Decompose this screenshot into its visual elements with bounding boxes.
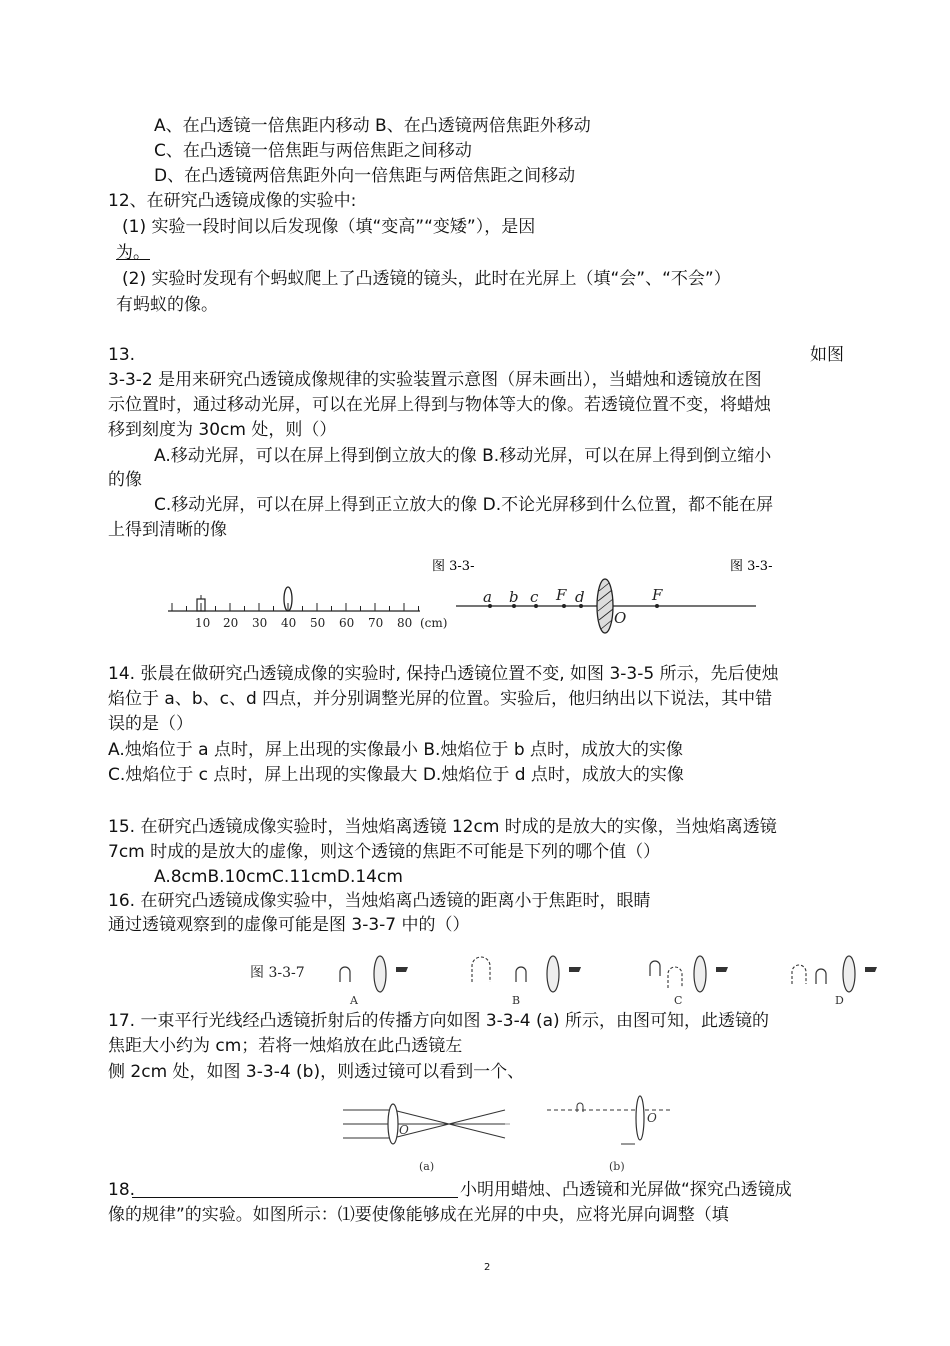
q18-line1: 小明用蜡烛、凸透镜和光屏做“探究凸透镜成 [460,1180,792,1200]
point-label: F [652,586,663,604]
tick-label: 50 [310,616,326,630]
q12-part2-cont: 有蚂蚁的像。 [116,295,218,315]
tick-label: 80 [397,616,413,630]
tick-label: 30 [252,616,268,630]
lens-a-o-label: O [399,1123,409,1137]
lens-a-icon [388,1104,398,1144]
q13-option-c-d: C.移动光屏，可以在屏上得到正立放大的像 D.不论光屏移到什么位置，都不能在屏 [154,495,774,515]
tick-label: 20 [223,616,239,630]
figure-optical-bench [160,553,780,635]
lens-b-icon [636,1096,644,1140]
q11-option-c: C、在凸透镜一倍焦距与两倍焦距之间移动 [154,141,472,161]
figure-lens-rays [335,1092,675,1176]
q13-option-a-b: A.移动光屏，可以在屏上得到倒立放大的像 B.移动光屏，可以在屏上得到倒立缩小 [154,446,772,466]
point-label: O [614,609,627,627]
fig3-label-b: (b) [609,1160,625,1173]
q12-part1: (1) 实验一段时间以后发现像（填“变高”“变矮”），是因 [122,217,536,237]
q17-line2: 焦距大小约为 cm；若将一烛焰放在此凸透镜左 [108,1036,463,1056]
option-d-figure [792,956,877,1007]
option-label: B [512,994,521,1007]
point-label: d [575,588,585,606]
option-label: D [835,994,844,1007]
option-c-figure [650,956,728,1007]
option-a-figure [340,956,408,1007]
option-b-figure [472,956,581,1007]
q11-option-d: D、在凸透镜两倍焦距外向一倍焦距与两倍焦距之间移动 [154,166,576,186]
q18-number: 18. [108,1180,136,1200]
tick-label: 10 [195,616,211,630]
q13-option-c-d-cont: 上得到清晰的像 [108,520,227,540]
q17-line3: 侧 2cm 处，如图 3-3-4 (b)，则透过镜可以看到一个、 [108,1062,525,1082]
q18-blank-line [132,1197,458,1198]
figure-virtual-image-options [240,944,895,1010]
tick-label: (cm) [420,616,448,630]
q15-line2: 7cm 时成的是放大的虚像，则这个透镜的焦距不可能是下列的哪个值（） [108,842,661,862]
tick-label: 60 [339,616,355,630]
q15-line1: 15. 在研究凸透镜成像实验时，当烛焰离透镜 12cm 时成的是放大的实像，当烛焰离透镜 [108,817,777,837]
tick-label: 40 [281,616,297,630]
option-label: C [674,994,683,1007]
point-label: a [483,588,492,606]
point-label: c [530,588,539,606]
tick-label: 70 [368,616,384,630]
q13-line3: 移到刻度为 30cm 处，则（） [108,420,337,440]
point-label: b [509,588,519,606]
q13-head: 如图 [810,345,844,365]
q13-line2: 示位置时，通过移动光屏，可以在光屏上得到与物体等大的像。若透镜位置不变，将蜡烛 [108,395,771,415]
q16-line1: 16. 在研究凸透镜成像实验中，当烛焰离凸透镜的距离小于焦距时，眼睛 [108,891,651,911]
q13-line1: 3-3-2 是用来研究凸透镜成像规律的实验装置示意图（屏未画出），当蜡烛和透镜放在图 [108,370,762,390]
fig1-caption-left: 图 3-3- [432,559,475,574]
q12-part1-cont: 为。 [116,243,150,263]
q14-option-a-b: A.烛焰位于 a 点时，屏上出现的实像最小 B.烛焰位于 b 点时，成放大的实像 [108,740,684,760]
q17-line1: 17. 一束平行光线经凸透镜折射后的传播方向如图 3-3-4 (a) 所示，由图可知，此透镜的 [108,1011,770,1031]
fig2-caption: 图 3-3-7 [250,965,305,981]
q14-line1: 14. 张晨在做研究凸透镜成像的实验时, 保持凸透镜位置不变, 如图 3-3-5 所示，先后使烛 [108,664,779,684]
point-label: F [556,586,567,604]
lens-b-o-label: O [647,1111,657,1125]
q16-line2: 通过透镜观察到的虚像可能是图 3-3-7 中的（） [108,915,470,935]
page-number: 2 [484,1262,491,1273]
fig3-label-a: (a) [419,1160,435,1173]
option-label: A [350,994,358,1007]
q13-option-a-b-cont: 的像 [108,470,142,490]
q13-number: 13. [108,345,136,365]
q12-stem: 12、在研究凸透镜成像的实验中: [108,191,357,211]
q14-option-c-d: C.烛焰位于 c 点时，屏上出现的实像最大 D.烛焰位于 d 点时，成放大的实像 [108,765,684,785]
q11-option-a-b: A、在凸透镜一倍焦距内移动 B、在凸透镜两倍焦距外移动 [154,116,591,136]
q18-line2: 像的规律”的实验。如图所示：⑴要使像能够成在光屏的中央，应将光屏向调整（填 [108,1205,729,1225]
q15-options: A.8cmB.10cmC.11cmD.14cm [154,867,403,887]
fig1-caption-right: 图 3-3- [730,559,773,574]
q14-line2: 焰位于 a、b、c、d 四点，并分别调整光屏的位置。实验后，他归纳出以下说法，其中错 [108,689,773,709]
q12-part2: (2) 实验时发现有个蚂蚁爬上了凸透镜的镜头，此时在光屏上（填“会”、“不会”） [122,269,731,289]
convex-lens-icon [597,579,613,633]
q14-line3: 误的是（） [108,714,193,734]
